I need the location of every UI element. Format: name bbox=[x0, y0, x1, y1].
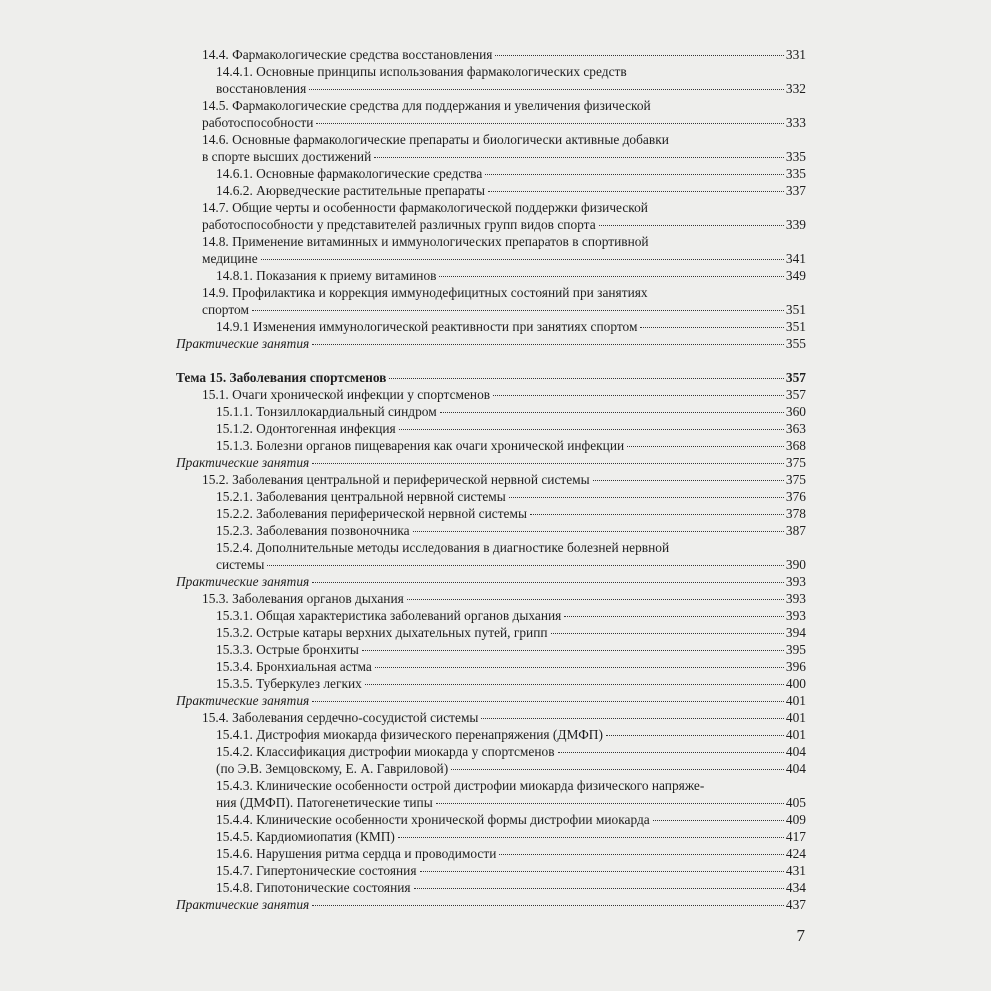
toc-entry bbox=[176, 233, 806, 267]
toc-entry-title: 15.3. Заболевания органов дыхания bbox=[202, 591, 404, 606]
dot-leader bbox=[564, 616, 784, 617]
toc-entry bbox=[176, 165, 806, 182]
toc-entry-line bbox=[202, 131, 806, 148]
toc-entry-page: 363 bbox=[785, 421, 806, 436]
toc-entry-title-cont: в спорте высших достижений bbox=[202, 149, 372, 164]
toc-entry bbox=[176, 845, 806, 862]
toc-entry-page: 417 bbox=[785, 829, 806, 844]
toc-entry bbox=[176, 403, 806, 420]
toc-entry-page: 357 bbox=[785, 387, 806, 402]
toc-entry-page: 431 bbox=[785, 863, 806, 878]
dot-leader bbox=[439, 276, 783, 277]
toc-entry bbox=[176, 63, 806, 97]
toc-entry-page: 394 bbox=[785, 625, 806, 640]
toc-entry-line bbox=[216, 743, 806, 760]
dot-leader bbox=[399, 429, 784, 430]
toc-entry-title: 15.2.2. Заболевания периферической нервной системы bbox=[216, 506, 527, 521]
toc-entry-line bbox=[202, 114, 806, 131]
dot-leader bbox=[374, 157, 784, 158]
toc-entry-page: 341 bbox=[785, 251, 806, 266]
toc-entry-title: 15.2.1. Заболевания центральной нервной системы bbox=[216, 489, 506, 504]
toc-entry-line bbox=[202, 216, 806, 233]
dot-leader bbox=[261, 259, 784, 260]
toc-entry bbox=[176, 828, 806, 845]
toc-entry-page: 335 bbox=[785, 166, 806, 181]
toc-entry bbox=[176, 743, 806, 777]
toc-entry-page: 333 bbox=[785, 115, 806, 130]
toc-entry bbox=[176, 369, 806, 386]
dot-leader bbox=[551, 633, 784, 634]
dot-leader bbox=[362, 650, 784, 651]
toc-entry-page: 401 bbox=[785, 693, 806, 708]
toc-entry-page: 404 bbox=[785, 761, 806, 776]
toc-spacer bbox=[176, 352, 806, 369]
dot-leader bbox=[599, 225, 784, 226]
toc-entry-page: 331 bbox=[785, 47, 806, 62]
toc-entry-title: 15.4.6. Нарушения ритма сердца и проводимости bbox=[216, 846, 497, 861]
dot-leader bbox=[389, 378, 783, 379]
toc-entry-title: 15.1. Очаги хронической инфекции у спортсменов bbox=[202, 387, 491, 402]
dot-leader bbox=[267, 565, 784, 566]
toc-entry bbox=[176, 675, 806, 692]
dot-leader bbox=[414, 888, 784, 889]
toc-entry bbox=[176, 420, 806, 437]
dot-leader bbox=[312, 582, 784, 583]
dot-leader bbox=[499, 854, 784, 855]
toc-entry bbox=[176, 522, 806, 539]
toc-entry-line bbox=[216, 80, 806, 97]
toc-entry-page: 378 bbox=[785, 506, 806, 521]
toc-entry-title: Практические занятия bbox=[176, 693, 310, 708]
toc-entry bbox=[176, 386, 806, 403]
dot-leader bbox=[312, 463, 784, 464]
toc-entry-page: 409 bbox=[785, 812, 806, 827]
dot-leader bbox=[309, 89, 784, 90]
toc-entry-title: 15.4.4. Клинические особенности хронической формы дистрофии миокарда bbox=[216, 812, 650, 827]
toc-entry-title: 15.4.7. Гипертонические состояния bbox=[216, 863, 417, 878]
toc-entry-title-cont: ния (ДМФП). Патогенетические типы bbox=[216, 795, 433, 810]
toc-entry-line bbox=[202, 301, 806, 318]
dot-leader bbox=[606, 735, 784, 736]
toc-entry-line bbox=[202, 148, 806, 165]
toc-entry-line bbox=[202, 284, 806, 301]
toc-entry bbox=[176, 437, 806, 454]
dot-leader bbox=[495, 55, 783, 56]
toc-entry-page: 375 bbox=[785, 472, 806, 487]
toc-entry bbox=[176, 862, 806, 879]
dot-leader bbox=[485, 174, 784, 175]
toc-entry-title: 14.7. Общие черты и особенности фармакологической поддержки физической bbox=[202, 200, 648, 215]
toc-entry-title: 15.1.3. Болезни органов пищеварения как очаги хронической инфекции bbox=[216, 438, 625, 453]
dot-leader bbox=[627, 446, 784, 447]
toc-entry-line bbox=[216, 63, 806, 80]
toc-entry-page: 349 bbox=[785, 268, 806, 283]
toc-entry-title: 14.9. Профилактика и коррекция иммунодефицитных состояний при занятиях bbox=[202, 285, 648, 300]
toc-entry bbox=[176, 777, 806, 811]
toc-entry-line bbox=[202, 250, 806, 267]
dot-leader bbox=[375, 667, 784, 668]
dot-leader bbox=[451, 769, 784, 770]
dot-leader bbox=[312, 905, 784, 906]
dot-leader bbox=[436, 803, 784, 804]
dot-leader bbox=[413, 531, 784, 532]
toc-entry-page: 434 bbox=[785, 880, 806, 895]
toc-entry bbox=[176, 811, 806, 828]
dot-leader bbox=[420, 871, 784, 872]
dot-leader bbox=[493, 395, 784, 396]
toc-entry-page: 393 bbox=[785, 574, 806, 589]
toc-entry-page: 395 bbox=[785, 642, 806, 657]
toc-entry-title: 15.4.3. Клинические особенности острой дистрофии миокарда физического напряже- bbox=[216, 778, 705, 793]
toc-entry-title: 14.6.2. Аюрведческие растительные препараты bbox=[216, 183, 485, 198]
toc-entry-page: 332 bbox=[785, 81, 806, 96]
toc-entry-title: 14.8. Применение витаминных и иммунологических препаратов в спортивной bbox=[202, 234, 649, 249]
toc-entry-page: 335 bbox=[785, 149, 806, 164]
toc-entry-page: 404 bbox=[785, 744, 806, 759]
toc-entry-page: 393 bbox=[785, 608, 806, 623]
toc-entry bbox=[176, 335, 806, 352]
dot-leader bbox=[481, 718, 783, 719]
toc-entry-title: 14.5. Фармакологические средства для поддержания и увеличения физической bbox=[202, 98, 651, 113]
dot-leader bbox=[316, 123, 783, 124]
toc-entry-page: 357 bbox=[785, 370, 806, 385]
dot-leader bbox=[440, 412, 784, 413]
toc-entry-page: 390 bbox=[785, 557, 806, 572]
toc-entry-title: 14.6.1. Основные фармакологические средства bbox=[216, 166, 483, 181]
toc-entry-title: 15.1.2. Одонтогенная инфекция bbox=[216, 421, 396, 436]
toc-entry bbox=[176, 692, 806, 709]
toc-entry-title: 15.2.3. Заболевания позвоночника bbox=[216, 523, 410, 538]
dot-leader bbox=[593, 480, 784, 481]
toc-entry-title: 14.8.1. Показания к приему витаминов bbox=[216, 268, 437, 283]
toc-entry-title-cont: работоспособности bbox=[202, 115, 314, 130]
toc-entry-title: 14.9.1 Изменения иммунологической реактивности при занятиях спортом bbox=[216, 319, 638, 334]
toc-entry bbox=[176, 590, 806, 607]
toc-entry bbox=[176, 97, 806, 131]
dot-leader bbox=[252, 310, 784, 311]
toc-entry-title: Тема 15. Заболевания спортсменов bbox=[176, 370, 387, 385]
toc-entry-title-cont: восстановления bbox=[216, 81, 307, 96]
toc-entry bbox=[176, 284, 806, 318]
dot-leader bbox=[398, 837, 784, 838]
toc-entry bbox=[176, 182, 806, 199]
dot-leader bbox=[365, 684, 784, 685]
toc-entry-page: 355 bbox=[785, 336, 806, 351]
dot-leader bbox=[312, 701, 784, 702]
toc-entry-title-cont: спортом bbox=[202, 302, 249, 317]
toc-entry bbox=[176, 658, 806, 675]
dot-leader bbox=[407, 599, 784, 600]
toc-entry-title: Практические занятия bbox=[176, 897, 310, 912]
toc-entry-page: 351 bbox=[785, 319, 806, 334]
toc-entry-title: 15.2. Заболевания центральной и периферической нервной системы bbox=[202, 472, 590, 487]
toc-entry-page: 393 bbox=[785, 591, 806, 606]
toc-entry bbox=[176, 539, 806, 573]
toc-entry-line bbox=[202, 233, 806, 250]
page-number: 7 bbox=[796, 926, 805, 945]
toc-entry-page: 360 bbox=[785, 404, 806, 419]
toc-entry bbox=[176, 726, 806, 743]
toc-entry-title: 15.3.4. Бронхиальная астма bbox=[216, 659, 372, 674]
toc-entry-page: 376 bbox=[785, 489, 806, 504]
dot-leader bbox=[530, 514, 784, 515]
toc-entry bbox=[176, 46, 806, 63]
dot-leader bbox=[653, 820, 784, 821]
toc-entry-title: 15.3.5. Туберкулез легких bbox=[216, 676, 362, 691]
toc-entry-title-cont: работоспособности у представителей различных групп видов спорта bbox=[202, 217, 596, 232]
toc-entry-title: 14.4. Фармакологические средства восстановления bbox=[202, 47, 493, 62]
toc-entry bbox=[176, 573, 806, 590]
toc-entry-title: 15.4.2. Классификация дистрофии миокарда у спортсменов bbox=[216, 744, 555, 759]
toc-entry-title: 15.2.4. Дополнительные методы исследования в диагностике болезней нервной bbox=[216, 540, 670, 555]
toc-entry-page: 400 bbox=[785, 676, 806, 691]
toc-entry bbox=[176, 471, 806, 488]
toc-entry-title: Практические занятия bbox=[176, 336, 310, 351]
toc-entry-title-cont: системы bbox=[216, 557, 265, 572]
toc-entry-title: 15.4.5. Кардиомиопатия (КМП) bbox=[216, 829, 395, 844]
toc-entry bbox=[176, 505, 806, 522]
toc-entry bbox=[176, 607, 806, 624]
toc-entry bbox=[176, 879, 806, 896]
toc-entry-page: 424 bbox=[785, 846, 806, 861]
toc-entry-page: 368 bbox=[785, 438, 806, 453]
toc-entry-line bbox=[216, 777, 806, 794]
toc-entry-line bbox=[202, 97, 806, 114]
toc-entry-page: 401 bbox=[785, 710, 806, 725]
dot-leader bbox=[488, 191, 784, 192]
toc-entry-title: Практические занятия bbox=[176, 574, 310, 589]
toc-entry-line bbox=[216, 556, 806, 573]
dot-leader bbox=[312, 344, 784, 345]
toc-entry-page: 437 bbox=[785, 897, 806, 912]
toc-entry-title: 15.1.1. Тонзиллокардиальный синдром bbox=[216, 404, 437, 419]
toc-entry-page: 351 bbox=[785, 302, 806, 317]
toc-entry bbox=[176, 199, 806, 233]
toc-entry bbox=[176, 131, 806, 165]
toc-entry-line bbox=[216, 760, 806, 777]
dot-leader bbox=[558, 752, 784, 753]
toc-entry bbox=[176, 896, 806, 913]
toc-entry-title: 15.3.3. Острые бронхиты bbox=[216, 642, 359, 657]
toc-entry-title-cont: медицине bbox=[202, 251, 258, 266]
toc-entry bbox=[176, 624, 806, 641]
toc-entry bbox=[176, 641, 806, 658]
toc-entry-title-cont: (по Э.В. Земцовскому, Е. А. Гавриловой) bbox=[216, 761, 449, 776]
toc-entry-title: 15.3.1. Общая характеристика заболеваний органов дыхания bbox=[216, 608, 562, 623]
toc-entry-page: 337 bbox=[785, 183, 806, 198]
toc-entry-page: 339 bbox=[785, 217, 806, 232]
toc-entry-title: 15.4. Заболевания сердечно-сосудистой системы bbox=[202, 710, 479, 725]
toc-entry bbox=[176, 454, 806, 471]
toc-entry-title: 15.4.8. Гипотонические состояния bbox=[216, 880, 411, 895]
toc-entry-page: 375 bbox=[785, 455, 806, 470]
dot-leader bbox=[509, 497, 784, 498]
dot-leader bbox=[640, 327, 783, 328]
table-of-contents bbox=[176, 46, 806, 913]
toc-entry-line bbox=[216, 794, 806, 811]
toc-entry-title: Практические занятия bbox=[176, 455, 310, 470]
toc-entry-title: 15.3.2. Острые катары верхних дыхательных путей, грипп bbox=[216, 625, 548, 640]
toc-entry-line bbox=[216, 539, 806, 556]
toc-entry-line bbox=[202, 199, 806, 216]
toc-entry-page: 387 bbox=[785, 523, 806, 538]
toc-entry-title: 14.6. Основные фармакологические препараты и биологически активные добавки bbox=[202, 132, 669, 147]
toc-entry bbox=[176, 488, 806, 505]
toc-entry bbox=[176, 318, 806, 335]
toc-entry-page: 401 bbox=[785, 727, 806, 742]
toc-entry-page: 405 bbox=[785, 795, 806, 810]
toc-entry bbox=[176, 709, 806, 726]
toc-entry-title: 15.4.1. Дистрофия миокарда физического перенапряжения (ДМФП) bbox=[216, 727, 603, 742]
toc-entry-page: 396 bbox=[785, 659, 806, 674]
toc-entry-title: 14.4.1. Основные принципы использования фармакологических средств bbox=[216, 64, 627, 79]
toc-entry bbox=[176, 267, 806, 284]
